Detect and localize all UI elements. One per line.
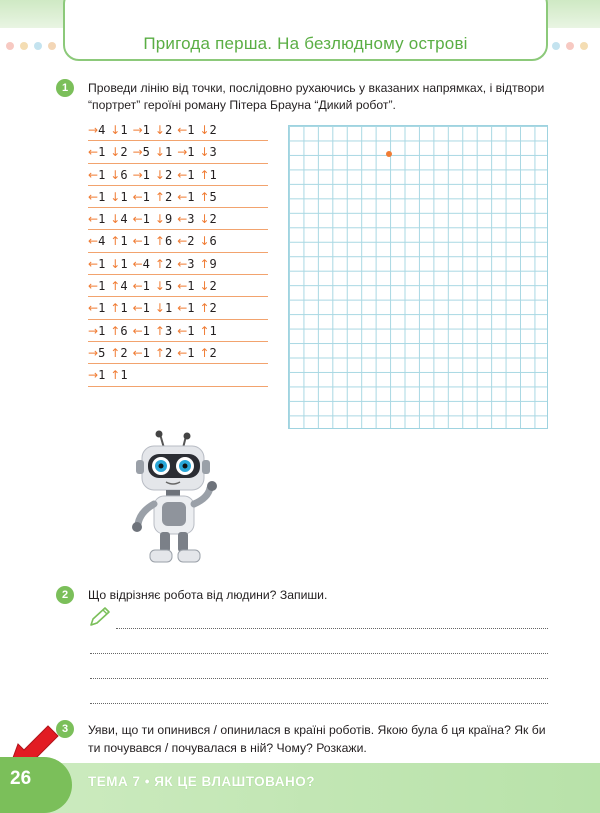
direction-count: 1 <box>98 256 106 271</box>
direction-step <box>177 119 194 141</box>
direction-step <box>155 119 172 141</box>
direction-step <box>110 364 127 386</box>
direction-arrow-icon: ↑ <box>199 167 210 182</box>
direction-arrow-icon: ↓ <box>199 234 210 249</box>
direction-arrow-icon: ↑ <box>110 301 121 316</box>
direction-arrow-icon: ↓ <box>110 167 121 182</box>
direction-count: 9 <box>164 212 173 227</box>
direction-arrow-icon: ← <box>132 256 143 271</box>
direction-count: 2 <box>209 279 217 294</box>
direction-row <box>88 297 268 319</box>
direction-step <box>155 342 172 364</box>
direction-count: 1 <box>142 123 150 137</box>
direction-arrow-icon: ← <box>88 145 99 160</box>
direction-step <box>88 230 105 252</box>
direction-arrow-icon: ↓ <box>154 145 165 160</box>
direction-count: 2 <box>209 123 217 137</box>
direction-step <box>155 275 172 297</box>
direction-step <box>88 141 105 163</box>
direction-arrow-icon: ↓ <box>154 279 165 294</box>
direction-count: 1 <box>187 167 195 182</box>
direction-step <box>199 275 216 297</box>
direction-step <box>110 186 127 208</box>
direction-step <box>199 119 216 141</box>
direction-step <box>155 164 172 186</box>
direction-arrow-icon: → <box>88 123 99 137</box>
direction-count: 5 <box>142 145 150 160</box>
direction-step <box>199 320 216 342</box>
direction-arrow-icon: ← <box>88 256 99 271</box>
direction-count: 1 <box>98 167 106 182</box>
direction-count: 1 <box>120 189 128 204</box>
direction-count: 6 <box>209 234 217 249</box>
direction-step <box>155 253 172 275</box>
direction-arrow-icon: → <box>88 323 99 338</box>
direction-count: 1 <box>120 301 128 316</box>
direction-arrow-icon: ← <box>88 212 99 227</box>
direction-arrow-icon: ← <box>177 212 188 227</box>
direction-step <box>133 141 150 163</box>
direction-arrow-icon: ← <box>88 301 99 316</box>
direction-count: 1 <box>187 279 195 294</box>
direction-count: 1 <box>209 323 217 338</box>
direction-arrow-icon: ← <box>177 323 188 338</box>
direction-step <box>177 253 194 275</box>
direction-arrow-icon: ↑ <box>154 189 165 204</box>
direction-count: 1 <box>98 368 106 383</box>
direction-step <box>133 230 150 252</box>
direction-arrow-icon: ↑ <box>110 323 121 338</box>
direction-arrow-icon: ↑ <box>199 323 210 338</box>
direction-arrow-icon: ← <box>132 189 143 204</box>
direction-step <box>88 119 105 141</box>
direction-arrow-icon: ↑ <box>110 234 121 249</box>
directions-table <box>88 119 268 387</box>
direction-step <box>110 141 127 163</box>
direction-count: 9 <box>209 256 217 271</box>
drawing-grid[interactable] <box>288 125 548 429</box>
direction-arrow-icon: ↑ <box>154 234 165 249</box>
direction-count: 4 <box>120 279 128 294</box>
direction-count: 2 <box>164 345 173 360</box>
direction-row <box>88 364 268 386</box>
task2-question: Що відрізняє робота від людини? Запиши. <box>88 588 328 602</box>
direction-count: 4 <box>120 212 128 227</box>
direction-step <box>88 275 105 297</box>
direction-count: 1 <box>164 301 173 316</box>
direction-arrow-icon: ← <box>177 123 188 137</box>
direction-arrow-icon: → <box>132 145 143 160</box>
direction-step <box>199 186 216 208</box>
direction-arrow-icon: ↓ <box>110 212 121 227</box>
direction-arrow-icon: ↓ <box>110 123 121 137</box>
direction-arrow-icon: ↓ <box>154 167 165 182</box>
direction-step <box>177 320 194 342</box>
direction-arrow-icon: ↑ <box>199 256 210 271</box>
direction-count: 3 <box>187 212 195 227</box>
direction-step <box>155 320 172 342</box>
direction-step <box>155 141 172 163</box>
direction-count: 3 <box>164 323 173 338</box>
direction-arrow-icon: ← <box>177 279 188 294</box>
direction-step <box>110 164 127 186</box>
direction-arrow-icon: → <box>132 123 143 137</box>
direction-step <box>177 186 194 208</box>
direction-step <box>199 297 216 319</box>
direction-arrow-icon: ↑ <box>110 368 121 383</box>
direction-step <box>177 208 194 230</box>
direction-arrow-icon: ↓ <box>199 212 210 227</box>
answer-line[interactable] <box>90 653 548 654</box>
direction-count: 1 <box>164 145 173 160</box>
direction-step <box>110 320 127 342</box>
direction-arrow-icon: ↑ <box>199 301 210 316</box>
answer-line[interactable] <box>116 628 548 629</box>
direction-step <box>133 320 150 342</box>
task-number-2: 2 <box>56 586 74 604</box>
direction-step <box>133 208 150 230</box>
robot-illustration <box>128 428 220 568</box>
task3-line1: Уяви, що ти опинився / опинилася в країні роботів. Якою була б ця країна? Як би <box>88 723 546 737</box>
direction-arrow-icon: ↑ <box>154 256 165 271</box>
direction-count: 6 <box>120 167 128 182</box>
page-title: Пригода перша. На безлюдному острові <box>143 34 468 53</box>
direction-row <box>88 253 268 275</box>
direction-step <box>177 141 194 163</box>
direction-count: 1 <box>142 345 150 360</box>
direction-count: 1 <box>120 123 128 137</box>
direction-step <box>88 320 105 342</box>
direction-arrow-icon: ↑ <box>110 279 121 294</box>
task1-line2: “портрет” героїні роману Пітера Брауна “Дикий робот”. <box>88 98 396 112</box>
direction-count: 1 <box>142 234 150 249</box>
direction-count: 1 <box>187 145 195 160</box>
direction-count: 1 <box>120 368 128 383</box>
direction-step <box>110 342 127 364</box>
direction-count: 4 <box>98 234 106 249</box>
direction-step <box>133 119 150 141</box>
direction-step <box>88 164 105 186</box>
direction-count: 6 <box>164 234 173 249</box>
direction-arrow-icon: ← <box>132 323 143 338</box>
direction-arrow-icon: ← <box>177 256 188 271</box>
direction-step <box>110 208 127 230</box>
direction-step <box>199 342 216 364</box>
direction-arrow-icon: ↓ <box>199 145 210 160</box>
direction-step <box>177 275 194 297</box>
direction-count: 1 <box>187 345 195 360</box>
direction-count: 1 <box>209 167 217 182</box>
footer-topic: ТЕМА 7 • ЯК ЦЕ ВЛАШТОВАНО? <box>88 774 315 789</box>
direction-row <box>88 275 268 297</box>
direction-count: 2 <box>164 189 173 204</box>
direction-arrow-icon: ← <box>132 279 143 294</box>
direction-step <box>133 275 150 297</box>
direction-count: 1 <box>120 256 128 271</box>
direction-count: 3 <box>209 145 217 160</box>
direction-step <box>177 342 194 364</box>
direction-arrow-icon: ← <box>177 167 188 182</box>
direction-count: 1 <box>187 301 195 316</box>
direction-arrow-icon: ↑ <box>199 189 210 204</box>
answer-line[interactable] <box>90 703 548 704</box>
direction-row <box>88 320 268 342</box>
direction-count: 2 <box>120 145 128 160</box>
start-point <box>386 151 392 157</box>
direction-arrow-icon: ← <box>132 234 143 249</box>
direction-arrow-icon: ← <box>177 345 188 360</box>
direction-step <box>133 164 150 186</box>
direction-step <box>88 186 105 208</box>
direction-step <box>110 253 127 275</box>
direction-step <box>133 297 150 319</box>
direction-count: 6 <box>120 323 128 338</box>
task-number-1: 1 <box>56 79 74 97</box>
direction-count: 1 <box>142 167 150 182</box>
pencil-icon <box>88 606 112 628</box>
direction-count: 1 <box>98 189 106 204</box>
direction-count: 1 <box>187 323 195 338</box>
direction-arrow-icon: ↑ <box>199 345 210 360</box>
direction-arrow-icon: ↓ <box>110 256 121 271</box>
direction-step <box>133 186 150 208</box>
direction-step <box>110 230 127 252</box>
direction-step <box>199 208 216 230</box>
direction-step <box>177 297 194 319</box>
direction-arrow-icon: ↓ <box>154 212 165 227</box>
direction-step <box>110 119 127 141</box>
page-number: 26 <box>10 768 32 789</box>
direction-step <box>110 297 127 319</box>
direction-count: 1 <box>142 301 150 316</box>
direction-step <box>177 230 194 252</box>
direction-arrow-icon: → <box>132 167 143 182</box>
direction-count: 2 <box>164 167 173 182</box>
direction-count: 2 <box>209 301 217 316</box>
direction-count: 1 <box>98 323 106 338</box>
direction-arrow-icon: → <box>88 368 99 383</box>
direction-count: 2 <box>120 345 128 360</box>
direction-count: 2 <box>187 234 195 249</box>
direction-count: 2 <box>209 212 217 227</box>
direction-step <box>199 230 216 252</box>
direction-step <box>199 164 216 186</box>
direction-count: 1 <box>120 234 128 249</box>
direction-step <box>133 253 150 275</box>
direction-count: 1 <box>142 212 150 227</box>
direction-arrow-icon: → <box>88 345 99 360</box>
task1-line1: Проведи лінію від точки, послідовно рухаючись у вказаних напрямках, і відтвори <box>88 81 545 95</box>
answer-line[interactable] <box>90 678 548 679</box>
direction-step <box>133 342 150 364</box>
decorative-dots-left <box>6 37 62 47</box>
direction-count: 2 <box>164 256 173 271</box>
direction-step <box>88 342 105 364</box>
direction-count: 1 <box>187 123 195 137</box>
direction-arrow-icon: ↑ <box>110 345 121 360</box>
direction-step <box>177 164 194 186</box>
direction-step <box>88 253 105 275</box>
direction-arrow-icon: ← <box>177 189 188 204</box>
direction-row <box>88 208 268 230</box>
direction-step <box>88 297 105 319</box>
direction-count: 1 <box>187 189 195 204</box>
direction-step <box>199 141 216 163</box>
direction-arrow-icon: ← <box>177 301 188 316</box>
task-number-3: 3 <box>56 720 74 738</box>
direction-count: 1 <box>142 189 150 204</box>
direction-count: 4 <box>98 123 106 137</box>
direction-step <box>110 275 127 297</box>
direction-arrow-icon: ↓ <box>154 301 165 316</box>
direction-arrow-icon: ↑ <box>154 323 165 338</box>
direction-arrow-icon: ← <box>132 301 143 316</box>
direction-count: 1 <box>142 323 150 338</box>
direction-row <box>88 141 268 163</box>
direction-count: 5 <box>209 189 217 204</box>
direction-arrow-icon: → <box>177 145 188 160</box>
direction-arrow-icon: ← <box>88 167 99 182</box>
direction-count: 2 <box>164 123 173 137</box>
direction-count: 2 <box>209 345 217 360</box>
direction-arrow-icon: ↓ <box>110 189 121 204</box>
direction-arrow-icon: ← <box>132 345 143 360</box>
direction-step <box>88 208 105 230</box>
direction-arrow-icon: ← <box>132 212 143 227</box>
direction-arrow-icon: ↓ <box>154 123 165 137</box>
direction-count: 1 <box>98 145 106 160</box>
direction-count: 3 <box>187 256 195 271</box>
direction-count: 1 <box>98 279 106 294</box>
direction-row <box>88 164 268 186</box>
direction-count: 1 <box>98 212 106 227</box>
direction-count: 1 <box>142 279 150 294</box>
direction-step <box>88 364 105 386</box>
direction-step <box>155 186 172 208</box>
direction-arrow-icon: ↑ <box>154 345 165 360</box>
direction-arrow-icon: ← <box>177 234 188 249</box>
direction-arrow-icon: ↓ <box>199 279 210 294</box>
direction-row <box>88 342 268 364</box>
direction-arrow-icon: ← <box>88 189 99 204</box>
direction-step <box>199 253 216 275</box>
direction-count: 4 <box>142 256 150 271</box>
direction-arrow-icon: ← <box>88 279 99 294</box>
direction-row <box>88 230 268 252</box>
direction-row <box>88 119 268 141</box>
direction-arrow-icon: ↓ <box>110 145 121 160</box>
task3-line2: ти почувався / почувалася в ній? Чому? Розкажи. <box>88 741 367 755</box>
direction-arrow-icon: ← <box>88 234 99 249</box>
direction-count: 5 <box>164 279 173 294</box>
direction-step <box>155 297 172 319</box>
direction-arrow-icon: ↓ <box>199 123 210 137</box>
direction-step <box>155 230 172 252</box>
direction-count: 1 <box>98 301 106 316</box>
direction-count: 5 <box>98 345 106 360</box>
direction-step <box>155 208 172 230</box>
direction-row <box>88 186 268 208</box>
